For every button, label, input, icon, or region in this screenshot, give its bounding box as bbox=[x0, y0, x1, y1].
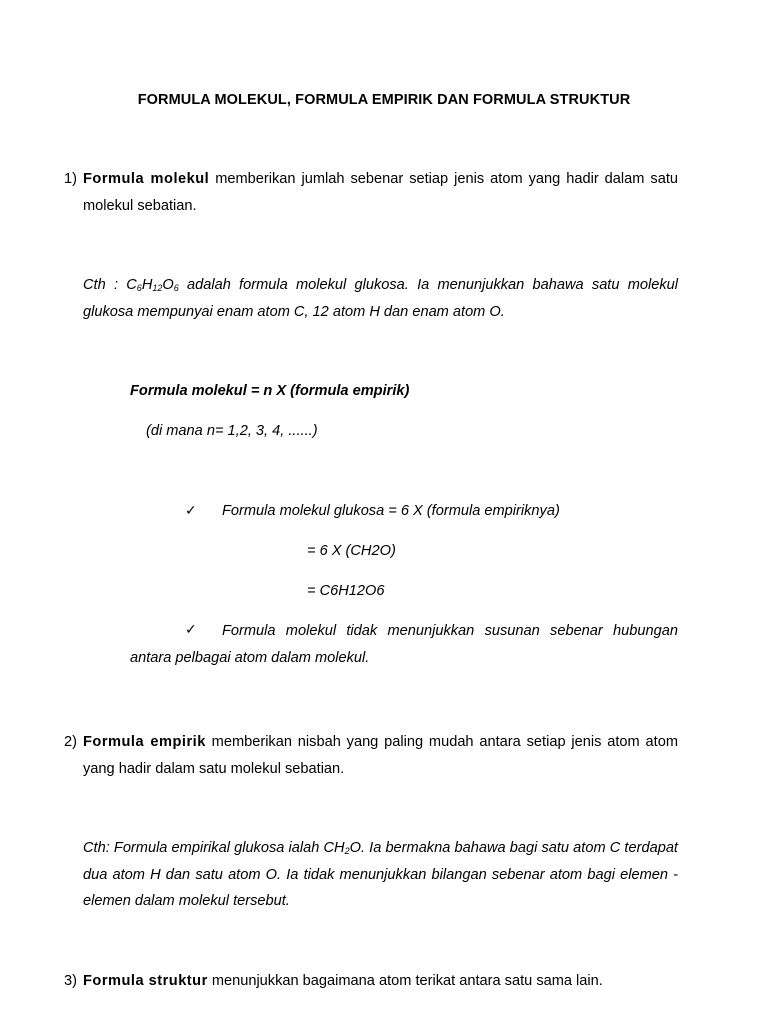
section-2-example bbox=[83, 835, 678, 915]
example-2-prefix: Cth: Formula empirikal glukosa ialah CH bbox=[83, 840, 345, 856]
section-3-definition bbox=[83, 968, 678, 995]
example-1-mid-1: H bbox=[141, 277, 153, 293]
equation-line-1: = 6 X (CH2O) bbox=[307, 543, 396, 559]
section-1-example bbox=[83, 272, 678, 325]
section-2-definition-text: memberikan nisbah yang paling mudah antara setiap jenis atom atom yang hadir dalam satu molekul sebatian. bbox=[83, 734, 678, 777]
section-3-number: 3) bbox=[64, 973, 77, 989]
example-1-sub-2: 12 bbox=[152, 283, 163, 293]
section-1-definition-text: memberikan jumlah sebenar setiap jenis atom yang hadir dalam satu molekul sebatian. bbox=[83, 171, 678, 214]
section-2-number: 2) bbox=[64, 734, 77, 750]
example-1-sub-1: 6 bbox=[136, 283, 142, 293]
section-2-definition bbox=[83, 729, 678, 782]
check-icon: ✓ bbox=[185, 622, 197, 638]
equation-line-2: = C6H12O6 bbox=[307, 583, 385, 599]
section-2-term: Formula empirik bbox=[83, 734, 206, 750]
example-1-mid-2: O bbox=[162, 277, 174, 293]
section-3-term: Formula struktur bbox=[83, 973, 208, 989]
section-1-definition bbox=[83, 166, 678, 219]
example-2-rest: O. Ia bermakna bahawa bagi satu atom C terdapat dua atom H dan satu atom O. Ia tidak menunjukkan bilangan sebenar atom bagi elemen - elemen dalam molekul tersebut. bbox=[83, 840, 678, 909]
molecular-formula-equation: Formula molekul = n X (formula empirik) bbox=[130, 383, 410, 399]
section-1-term: Formula molekul bbox=[83, 171, 210, 187]
section-1-number: 1) bbox=[64, 171, 77, 187]
example-1-sub-3: 6 bbox=[173, 283, 179, 293]
section-3-definition-text: menunjukkan bagaimana atom terikat antara satu sama lain. bbox=[207, 973, 603, 989]
bullet-2-text: Formula molekul tidak menunjukkan susunan sebenar hubungan antara pelbagai atom dalam molekul. bbox=[130, 623, 678, 666]
example-1-rest: adalah formula molekul glukosa. Ia menunjukkan bahawa satu molekul glukosa mempunyai enam atom C, 12 atom H dan enam atom O. bbox=[83, 277, 679, 320]
example-2-sub-1: 2 bbox=[344, 846, 350, 856]
bullet-1-text: Formula molekul glukosa = 6 X (formula empiriknya) bbox=[222, 503, 560, 519]
example-1-prefix: Cth : C bbox=[83, 277, 137, 293]
where-clause: (di mana n= 1,2, 3, 4, ......) bbox=[146, 423, 318, 439]
check-icon: ✓ bbox=[185, 503, 197, 519]
page-title: FORMULA MOLEKUL, FORMULA EMPIRIK DAN FORMULA STRUKTUR bbox=[137, 92, 631, 108]
